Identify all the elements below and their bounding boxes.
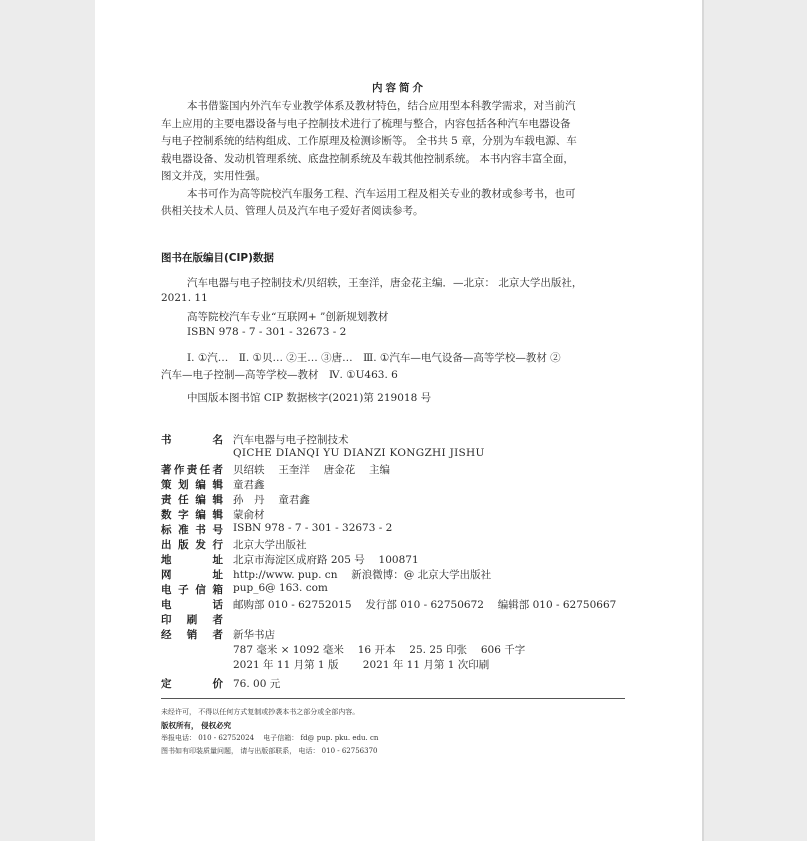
label-title: 书 名 xyxy=(161,434,223,446)
value-isbn: ISBN 978 - 7 - 301 - 32673 - 2 xyxy=(233,522,393,534)
label-phone: 电 话 xyxy=(161,599,223,611)
label-authors: 著 作 责 任 者 xyxy=(161,464,223,476)
value-phone: 邮购部 010 - 62752015 发行部 010 - 62750672 编辑部 010 - 62750667 xyxy=(233,599,617,611)
intro-line: 本书可作为高等院校汽车服务工程、汽车运用工程及相关专业的教材或参考书，也可 xyxy=(187,187,576,200)
value-distributor: 新华书店 xyxy=(233,629,275,641)
value-format: 787 毫米 × 1092 毫米 16 开本 25. 25 印张 606 千字 xyxy=(233,644,526,656)
divider xyxy=(161,698,625,699)
intro-title: 内容简介 xyxy=(372,82,426,94)
label-isbn: 标 准 书 号 xyxy=(161,524,223,536)
intro-line: 供相关技术人员、管理人员及汽车电子爱好者阅读参考。 xyxy=(161,205,424,217)
intro-line: 图文并茂，实用性强。 xyxy=(161,170,266,182)
intro-line: 与电子控制系统的结构组成、工作原理及检测诊断等。 全书共 5 章，分别为车载电源、车 xyxy=(161,135,577,147)
label-printer: 印 刷 者 xyxy=(161,614,223,626)
intro-line: 载电器设备、发动机管理系统、底盘控制系统及车载其他控制系统。 本书内容丰富全面， xyxy=(161,152,574,165)
value-email: pup_6@ 163. com xyxy=(233,582,328,594)
value-title-pinyin: QICHE DIANQI YU DIANZI KONGZHI JISHU xyxy=(233,447,485,459)
label-distributor: 经 销 者 xyxy=(161,629,223,641)
cip-line: 汽车—电子控制—高等学校—教材 Ⅳ. ①U463. 6 xyxy=(161,369,398,381)
label-digital-editor: 数 字 编 辑 xyxy=(161,509,223,521)
value-title: 汽车电器与电子控制技术 xyxy=(233,434,349,446)
label-address: 地 址 xyxy=(161,554,223,566)
cip-line: 中国版本图书馆 CIP 数据核字(2021)第 219018 号 xyxy=(187,392,432,404)
cip-line: 汽车电器与电子控制技术/贝绍轶，王奎洋，唐金花主编．—北京： 北京大学出版社， xyxy=(187,277,583,289)
value-responsible-editor: 孙 丹 童君鑫 xyxy=(233,494,310,506)
label-responsible-editor: 责 任 编 辑 xyxy=(161,494,223,506)
label-price: 定 价 xyxy=(161,678,223,690)
label-website: 网 址 xyxy=(161,569,223,581)
label-email: 电 子 信 箱 xyxy=(161,584,223,596)
cip-line: 高等院校汽车专业“互联网+ ”创新规划教材 xyxy=(187,311,389,323)
intro-line: 本书借鉴国内外汽车专业教学体系及教材特色，结合应用型本科教学需求，对当前汽 xyxy=(187,100,576,112)
value-authors: 贝绍轶 王奎洋 唐金花 主编 xyxy=(233,464,391,476)
document-page xyxy=(95,0,703,841)
value-digital-editor: 蒙俞材 xyxy=(233,509,265,521)
cip-line: Ⅰ. ①汽… Ⅱ. ①贝… ②王… ③唐… Ⅲ. ①汽车—电气设备—高等学校—教材 ② xyxy=(187,352,561,364)
value-publisher: 北京大学出版社 xyxy=(233,539,307,551)
label-planning-editor: 策 划 编 辑 xyxy=(161,479,223,491)
footer-notice: 未经许可， 不得以任何方式复制或抄袭本书之部分或全部内容。 xyxy=(161,708,360,716)
intro-line: 车上应用的主要电器设备与电子控制技术进行了梳理与整合，内容包括各种汽车电器设备 xyxy=(161,117,571,130)
label-publisher: 出 版 发 行 xyxy=(161,539,223,551)
value-address: 北京市海淀区成府路 205 号 100871 xyxy=(233,554,419,566)
value-planning-editor: 童君鑫 xyxy=(233,479,265,491)
cip-line: ISBN 978 - 7 - 301 - 32673 - 2 xyxy=(187,326,347,338)
value-price: 76. 00 元 xyxy=(233,678,281,690)
cip-heading: 图书在版编目(CIP)数据 xyxy=(161,252,274,264)
footer-quality-contact: 图书如有印装质量问题， 请与出版部联系， 电话： 010 - 62756370 xyxy=(161,747,378,755)
value-edition: 2021 年 11 月第 1 版 2021 年 11 月第 1 次印刷 xyxy=(233,659,490,671)
value-website: http://www. pup. cn 新浪微博：@ 北京大学出版社 xyxy=(233,569,492,581)
footer-copyright: 版权所有， 侵权必究 xyxy=(161,721,232,730)
cip-line: 2021. 11 xyxy=(161,292,208,304)
footer-report-contact: 举报电话： 010 - 62752024 电子信箱： fd@ pup. pku. edu. cn xyxy=(161,734,379,742)
page-edge xyxy=(702,0,704,841)
